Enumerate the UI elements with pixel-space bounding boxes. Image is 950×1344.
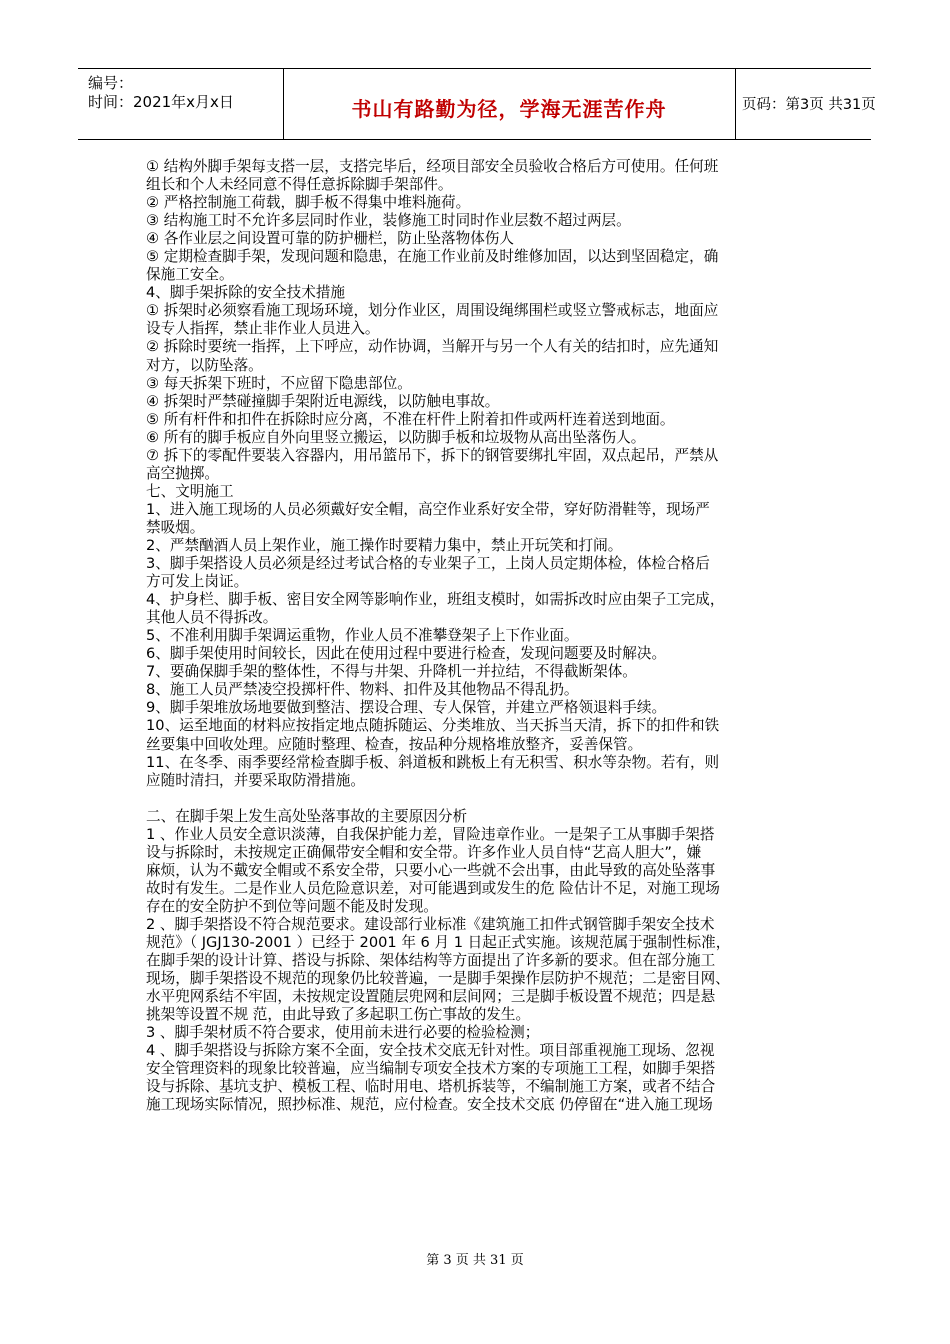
text-line: 禁吸烟。 <box>146 518 205 536</box>
text-line: 故时有发生。二是作业人员危险意识差，对可能遇到或发生的危 险估计不足，对施工现场 <box>146 879 720 897</box>
text-line: ④ 各作业层之间设置可靠的防护栅栏，防止坠落物体伤人 <box>146 230 514 248</box>
text-line: ② 严格控制施工荷载，脚手板不得集中堆料施荷。 <box>146 194 471 212</box>
text-line: ⑥ 所有的脚手板应自外向里竖立搬运，以防脚手板和垃圾物从高出坠落伤人。 <box>146 428 646 446</box>
header-motto: 书山有路勤为径，学海无涯苦作舟 <box>351 97 667 121</box>
header-page-cell <box>735 69 876 139</box>
text-line: 设与拆除时，未按规定正确佩带安全帽和安全带。许多作业人员自恃“艺高人胆大”，嫌 <box>146 843 702 861</box>
page-footer: 第 3 页 共 31 页 <box>426 1253 524 1268</box>
text-line: 2、严禁酗酒人员上架作业，施工操作时要精力集中，禁止开玩笑和打闹。 <box>146 536 623 554</box>
text-line: ⑤ 定期检查脚手架，发现问题和隐患，在施工作业前及时维修加固，以达到坚固稳定，确 <box>146 248 719 266</box>
text-line: 设专人指挥，禁止非作业人员进入。 <box>146 320 380 338</box>
text-line: 二、在脚手架上发生高处坠落事故的主要原因分析 <box>146 807 468 825</box>
header-page-number: 页码：第3页 共31页 <box>742 97 876 113</box>
text-line: ④ 拆架时严禁碰撞脚手架附近电源线，以防触电事故。 <box>146 392 500 410</box>
text-line: 3、脚手架搭设人员必须是经过考试合格的专业架子工，上岗人员定期体检，体检合格后 <box>146 555 710 573</box>
text-line: 4、护身栏、脚手板、密目安全网等影响作业，班组支模时，如需拆改时应由架子工完成， <box>146 591 725 609</box>
text-line: 设与拆除、基坑支护、模板工程、临时用电、塔机拆装等，不编制施工方案，或者不结合 <box>146 1078 716 1096</box>
text-line: 1、进入施工现场的人员必须戴好安全帽，高空作业系好安全带，穿好防滑鞋等，现场严 <box>146 500 710 518</box>
text-line <box>146 790 811 808</box>
text-line: 4、脚手架拆除的安全技术措施 <box>146 284 346 302</box>
text-line: 组长和个人未经同意不得任意拆除脚手架部件。 <box>146 176 453 194</box>
text-line: ① 结构外脚手架每支搭一层，支搭完毕后，经项目部安全员验收合格后方可使用。任何班 <box>146 158 719 175</box>
text-line: 麻烦，认为不戴安全帽或不系安全带，只要小心一些就不会出事，由此导致的高处坠落事 <box>146 861 716 879</box>
text-line: 保施工安全。 <box>146 266 234 284</box>
text-line: 方可发上岗证。 <box>146 573 249 591</box>
text-line: 6、脚手架使用时间较长，因此在使用过程中要进行检查，发现问题要及时解决。 <box>146 645 667 663</box>
text-line: 挑架等设置不规 范，由此导致了多起职工伤亡事故的发生。 <box>146 1006 531 1024</box>
header-motto-cell <box>283 69 736 139</box>
text-line: 七、文明施工 <box>146 482 234 500</box>
text-line: 4 、脚手架搭设与拆除方案不全面，安全技术交底无针对性。项目部重视施工现场、忽视 <box>146 1042 715 1060</box>
text-line: 现场，脚手架搭设不规范的现象仍比较普遍，一是脚手架操作层防护不规范；二是密目网、 <box>146 970 730 988</box>
text-line: 8、施工人员严禁凌空投掷杆件、物料、扣件及其他物品不得乱扔。 <box>146 681 579 699</box>
text-line: 对方，以防坠落。 <box>146 356 263 374</box>
text-line: 高空抛掷。 <box>146 464 219 482</box>
text-line: ③ 每天拆架下班时，不应留下隐患部位。 <box>146 374 412 392</box>
text-line: 存在的安全防护不到位等问题不能及时发现。 <box>146 897 438 915</box>
text-line: 7、要确保脚手架的整体性，不得与井架、升降机一并拉结，不得截断架体。 <box>146 663 637 681</box>
text-line: 施工现场实际情况，照抄标准、规范，应付检查。安全技术交底 仍停留在“进入施工现场 <box>146 1096 713 1114</box>
text-line: ③ 结构施工时不允许多层同时作业，装修施工时同时作业层数不超过两层。 <box>146 212 631 230</box>
text-line: 其他人员不得拆改。 <box>146 609 278 627</box>
text-line: 10、运至地面的材料应按指定地点随拆随运、分类堆放、当天拆当天清，拆下的扣件和铁 <box>146 717 720 735</box>
text-line: 水平兜网系结不牢固，未按规定设置随层兜网和层间网；三是脚手板设置不规范；四是悬 <box>146 988 716 1006</box>
document-number-label: 编号： <box>88 74 134 92</box>
page-header <box>78 68 876 140</box>
text-line: 安全管理资料的现象比较普遍，应当编制专项安全技术方案的专项施工工程，如脚手架搭 <box>146 1060 716 1078</box>
text-line: 5、不准利用脚手架调运重物，作业人员不准攀登架子上下作业面。 <box>146 627 579 645</box>
text-line: 规范》（ JGJ130-2001 ）已经于 2001 年 6 月 1 日起正式实施。该规范属于强制性标准， <box>146 934 731 952</box>
text-line: 2 、脚手架搭设不符合规范要求。建设部行业标准《建筑施工扣件式钢管脚手架安全技术 <box>146 915 715 933</box>
text-line: 应随时清扫，并要采取防滑措施。 <box>146 771 365 789</box>
document-body <box>146 158 811 1114</box>
text-line: 1 、作业人员安全意识淡薄，自我保护能力差，冒险违章作业。一是架子工从事脚手架搭 <box>146 825 715 843</box>
text-line: ⑦ 拆下的零配件要装入容器内，用吊篮吊下，拆下的钢管要绑扎牢固，双点起吊，严禁从 <box>146 446 719 464</box>
text-line: 丝要集中回收处理。应随时整理、检查，按品种分规格堆放整齐，妥善保管。 <box>146 735 643 753</box>
header-info-cell <box>78 69 284 139</box>
text-line: 3 、脚手架材质不符合要求，使用前未进行必要的检验检测； <box>146 1024 540 1042</box>
text-line: 9、脚手架堆放场地要做到整洁、摆设合理、专人保管，并建立严格领退料手续。 <box>146 699 667 717</box>
text-line: ⑤ 所有杆件和扣件在拆除时应分离，不准在杆件上附着扣件或两杆连着送到地面。 <box>146 410 675 428</box>
text-line: 11、在冬季、雨季要经常检查脚手板、斜道板和跳板上有无积雪、积水等杂物。若有，则 <box>146 753 720 771</box>
text-line: 在脚手架的设计计算、搭设与拆除、架体结构等方面提出了许多新的要求。但在部分施工 <box>146 952 716 970</box>
document-time: 时间：2021年x月x日 <box>88 93 234 111</box>
text-line: ② 拆除时要统一指挥，上下呼应，动作协调，当解开与另一个人有关的结扣时，应先通知 <box>146 338 719 356</box>
text-line: ① 拆架时必须察看施工现场环境，划分作业区，周围设绳绑围栏或竖立警戒标志，地面应 <box>146 302 719 320</box>
